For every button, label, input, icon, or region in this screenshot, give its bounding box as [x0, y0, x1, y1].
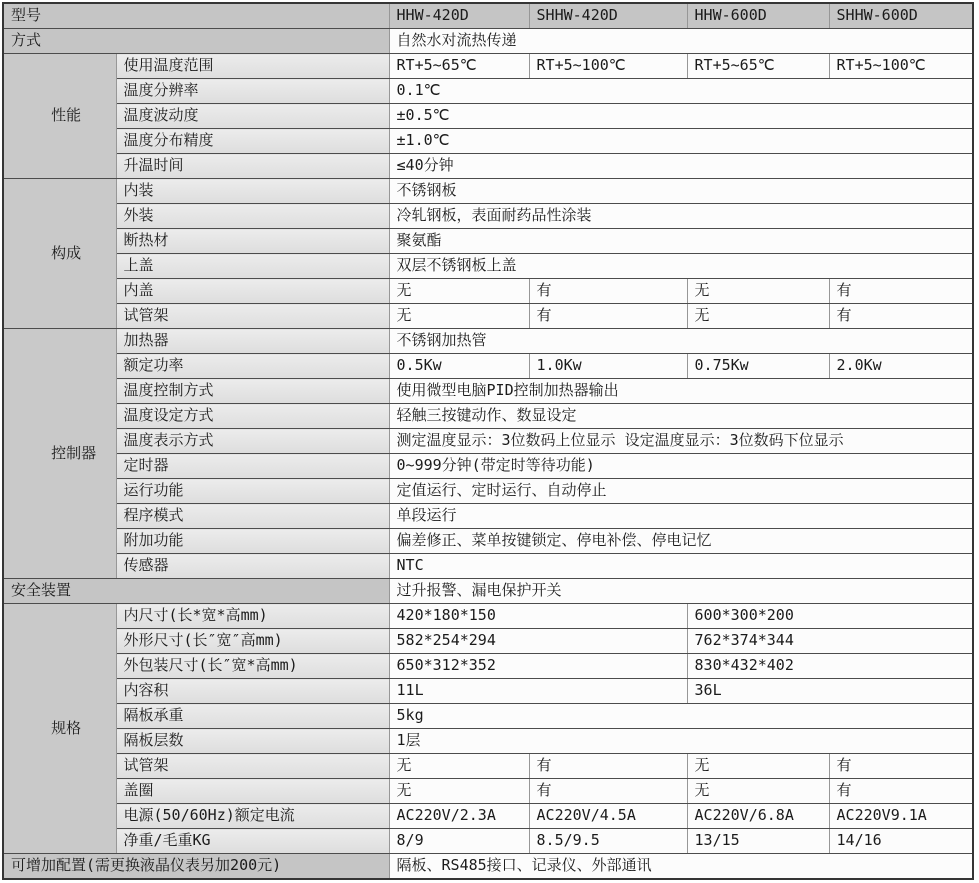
row-label: 内装: [116, 179, 389, 204]
cell-value: AC220V9.1A: [829, 804, 973, 829]
cell-value: 隔板、RS485接口、记录仪、外部通讯: [389, 854, 973, 880]
row-label: 温度控制方式: [116, 379, 389, 404]
cell-value: 0~999分钟(带定时等待功能): [389, 454, 973, 479]
group-label-construction: [3, 179, 116, 329]
cell-value: 0.1℃: [389, 79, 973, 104]
cell-value: 420*180*150: [389, 604, 687, 629]
row-timer: [3, 454, 973, 479]
row-shelf-load: [3, 704, 973, 729]
cell-value: 14/16: [829, 829, 973, 854]
cell-value: 0.75Kw: [687, 354, 829, 379]
model-name: SHHW-420D: [529, 3, 687, 29]
cell-value: 无: [389, 779, 529, 804]
row-outer-dims: [3, 629, 973, 654]
row-power: [3, 804, 973, 829]
row-temp-control: [3, 379, 973, 404]
row-label: 盖圈: [116, 779, 389, 804]
cell-value: 2.0Kw: [829, 354, 973, 379]
row-label: 外包装尺寸(长″宽*高mm): [116, 654, 389, 679]
cell-value: ±0.5℃: [389, 104, 973, 129]
row-safety: [3, 579, 973, 604]
row-method: [3, 29, 973, 54]
row-rated-power: [3, 354, 973, 379]
row-label: 内盖: [116, 279, 389, 304]
cell-value: 5kg: [389, 704, 973, 729]
row-uniformity: [3, 129, 973, 154]
group-label-specifications: [3, 604, 116, 854]
row-label: 温度表示方式: [116, 429, 389, 454]
row-label: 断热材: [116, 229, 389, 254]
row-label: 升温时间: [116, 154, 389, 179]
group-label-text: 控制器: [51, 443, 97, 462]
row-label: 内尺寸(长*宽*高mm): [116, 604, 389, 629]
row-run-functions: [3, 479, 973, 504]
row-extra-functions: [3, 529, 973, 554]
cell-value: 使用微型电脑PID控制加热器输出: [389, 379, 973, 404]
row-exterior: [3, 204, 973, 229]
row-model-header: [3, 3, 973, 29]
row-temp-display: [3, 429, 973, 454]
cell-value: 有: [829, 779, 973, 804]
model-name: HHW-600D: [687, 3, 829, 29]
row-tube-rack-spec: [3, 754, 973, 779]
cell-value: 有: [529, 779, 687, 804]
product-spec-table: [2, 2, 974, 880]
row-temp-range: [3, 54, 973, 79]
row-label: 试管架: [116, 304, 389, 329]
row-label: 温度分辨率: [116, 79, 389, 104]
row-label: 隔板层数: [116, 729, 389, 754]
row-heatup-time: [3, 154, 973, 179]
row-program-mode: [3, 504, 973, 529]
cell-value: RT+5~65℃: [389, 54, 529, 79]
group-label-controller: [3, 329, 116, 579]
cell-value: 冷轧钢板，表面耐药品性涂装: [389, 204, 973, 229]
row-sensor: [3, 554, 973, 579]
cell-value: 无: [389, 754, 529, 779]
row-inner-cover: [3, 279, 973, 304]
cell-value: AC220V/6.8A: [687, 804, 829, 829]
row-label: 外形尺寸(长″宽″高mm): [116, 629, 389, 654]
row-label: 方式: [3, 29, 389, 54]
cell-value: AC220V/4.5A: [529, 804, 687, 829]
row-inner-dims: [3, 604, 973, 629]
cell-value: 无: [389, 279, 529, 304]
cell-value: 聚氨酯: [389, 229, 973, 254]
cell-value: 自然水对流热传递: [389, 29, 973, 54]
cell-value: 有: [529, 304, 687, 329]
row-optional: [3, 854, 973, 880]
cell-value: RT+5~100℃: [529, 54, 687, 79]
row-label: 隔板承重: [116, 704, 389, 729]
cell-value: 无: [687, 779, 829, 804]
group-label-performance: [3, 54, 116, 179]
cell-value: ±1.0℃: [389, 129, 973, 154]
group-label-text: 构成: [51, 243, 82, 262]
row-label: 程序模式: [116, 504, 389, 529]
row-temp-setting: [3, 404, 973, 429]
cell-value: ≤40分钟: [389, 154, 973, 179]
row-shelf-layers: [3, 729, 973, 754]
row-label: 温度波动度: [116, 104, 389, 129]
row-label: 安全装置: [3, 579, 389, 604]
cell-value: RT+5~65℃: [687, 54, 829, 79]
cell-value: 无: [389, 304, 529, 329]
cell-value: 轻触三按键动作、数显设定: [389, 404, 973, 429]
group-label-text: 规格: [51, 718, 82, 737]
row-label: 内容积: [116, 679, 389, 704]
cell-value: 测定温度显示：3位数码上位显示 设定温度显示：3位数码下位显示: [389, 429, 973, 454]
row-capacity: [3, 679, 973, 704]
row-label: 电源(50/60Hz)额定电流: [116, 804, 389, 829]
row-insulation: [3, 229, 973, 254]
row-tube-rack-construction: [3, 304, 973, 329]
cell-value: 600*300*200: [687, 604, 973, 629]
cell-value: 有: [829, 279, 973, 304]
row-interior: [3, 179, 973, 204]
row-label: 温度设定方式: [116, 404, 389, 429]
row-label: 可增加配置(需更换液晶仪表另加200元): [3, 854, 389, 880]
row-label: 试管架: [116, 754, 389, 779]
row-weight: [3, 829, 973, 854]
row-top-cover: [3, 254, 973, 279]
row-label: 使用温度范围: [116, 54, 389, 79]
cell-value: 1.0Kw: [529, 354, 687, 379]
cell-value: 偏差修正、菜单按键锁定、停电补偿、停电记忆: [389, 529, 973, 554]
cell-value: 0.5Kw: [389, 354, 529, 379]
row-label: 温度分布精度: [116, 129, 389, 154]
cell-value: 无: [687, 304, 829, 329]
row-label: 净重/毛重KG: [116, 829, 389, 854]
cell-value: 有: [529, 754, 687, 779]
cell-value: 有: [529, 279, 687, 304]
row-label: 运行功能: [116, 479, 389, 504]
cell-value: 无: [687, 279, 829, 304]
cell-value: 1层: [389, 729, 973, 754]
cell-value: 13/15: [687, 829, 829, 854]
cell-value: 有: [829, 304, 973, 329]
cell-value: 830*432*402: [687, 654, 973, 679]
cell-value: 不锈钢加热管: [389, 329, 973, 354]
cell-value: NTC: [389, 554, 973, 579]
group-label-text: 性能: [51, 106, 82, 125]
row-resolution: [3, 79, 973, 104]
row-cover-ring: [3, 779, 973, 804]
row-heater: [3, 329, 973, 354]
cell-value: AC220V/2.3A: [389, 804, 529, 829]
cell-value: RT+5~100℃: [829, 54, 973, 79]
model-name: HHW-420D: [389, 3, 529, 29]
cell-value: 不锈钢板: [389, 179, 973, 204]
cell-value: 650*312*352: [389, 654, 687, 679]
cell-value: 8/9: [389, 829, 529, 854]
row-label: 定时器: [116, 454, 389, 479]
row-package-dims: [3, 654, 973, 679]
cell-value: 582*254*294: [389, 629, 687, 654]
model-name: SHHW-600D: [829, 3, 973, 29]
row-fluctuation: [3, 104, 973, 129]
model-header-label: 型号: [3, 3, 389, 29]
row-label: 传感器: [116, 554, 389, 579]
cell-value: 8.5/9.5: [529, 829, 687, 854]
cell-value: 11L: [389, 679, 687, 704]
cell-value: 有: [829, 754, 973, 779]
cell-value: 36L: [687, 679, 973, 704]
cell-value: 双层不锈钢板上盖: [389, 254, 973, 279]
row-label: 附加功能: [116, 529, 389, 554]
cell-value: 单段运行: [389, 504, 973, 529]
row-label: 额定功率: [116, 354, 389, 379]
row-label: 外装: [116, 204, 389, 229]
cell-value: 定值运行、定时运行、自动停止: [389, 479, 973, 504]
row-label: 加热器: [116, 329, 389, 354]
row-label: 上盖: [116, 254, 389, 279]
cell-value: 762*374*344: [687, 629, 973, 654]
cell-value: 过升报警、漏电保护开关: [389, 579, 973, 604]
cell-value: 无: [687, 754, 829, 779]
